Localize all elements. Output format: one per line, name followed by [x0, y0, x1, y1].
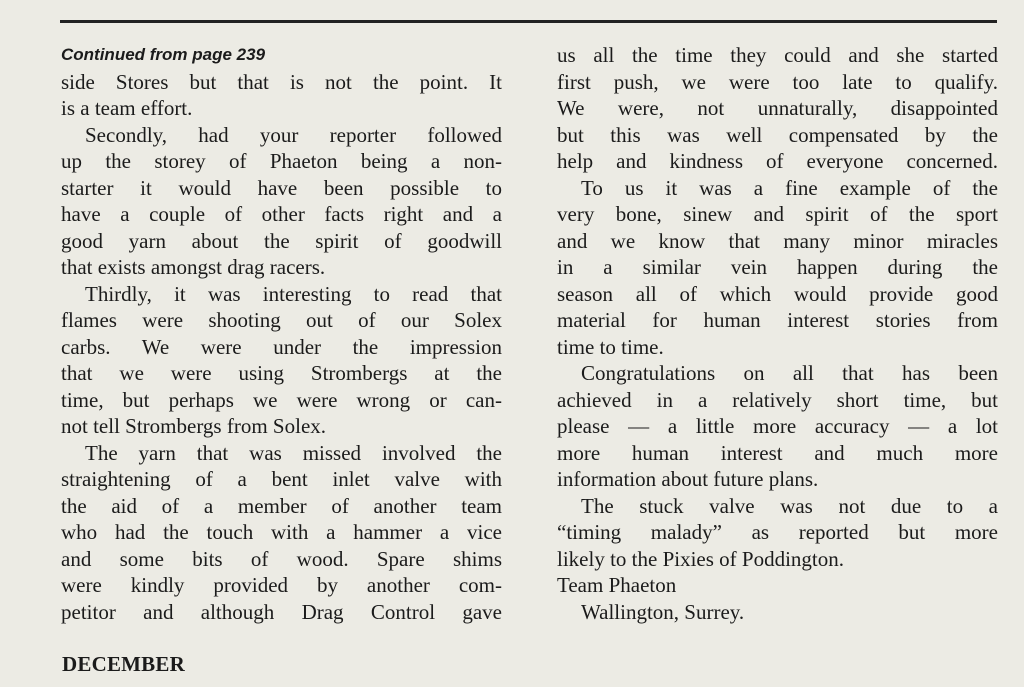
text-line: information about future plans. — [557, 467, 819, 491]
text-line: not tell Strombergs from Solex. — [61, 414, 327, 438]
text-line: season all of which would provide good — [557, 281, 998, 306]
left-column — [61, 42, 502, 625]
text-line: “timing malady” as reported but more — [557, 520, 998, 544]
text-line: and some bits of wood. Spare shims — [61, 546, 502, 571]
text-line: side Stores but that is not the point. It — [61, 69, 502, 94]
signature-team: Team Phaeton — [557, 573, 677, 597]
text-line: help and kindness of everyone concerned. — [557, 149, 998, 173]
text-line: more human interest and much more — [557, 440, 998, 465]
text-line: achieved in a relatively short time, but — [557, 387, 998, 412]
text-line: Congratulations on all that has been — [581, 361, 998, 385]
text-line: carbs. We were under the impression — [61, 334, 502, 359]
header-rule — [60, 20, 997, 23]
text-line: time to time. — [557, 334, 664, 359]
text-line: straightening of a bent inlet valve with — [61, 467, 502, 491]
text-line: The stuck valve was not due to a — [581, 493, 998, 518]
right-column — [557, 42, 998, 625]
footer-month: DECEMBER — [62, 652, 185, 676]
text-line: that exists amongst drag racers. — [61, 255, 326, 279]
signature-location: Wallington, Surrey. — [581, 599, 745, 624]
text-line: us all the time they could and she started — [557, 43, 998, 67]
text-line: time, but perhaps we were wrong or can- — [61, 387, 502, 412]
text-line: but this was well compensated by the — [557, 122, 998, 147]
text-line: and we know that many minor miracles — [557, 228, 998, 253]
continued-from-label: Continued from page 239 — [61, 45, 266, 64]
text-line: petitor and although Drag Control gave — [61, 599, 502, 624]
text-line: in a similar vein happen during the — [557, 255, 998, 279]
text-line: please — a little more accuracy — a lot — [557, 414, 998, 438]
text-line: up the storey of Phaeton being a non- — [61, 149, 502, 173]
text-line: Thirdly, it was interesting to read that — [85, 281, 502, 306]
text-line: very bone, sinew and spirit of the sport — [557, 202, 998, 226]
text-line: We were, not unnaturally, disappointed — [557, 96, 998, 120]
text-line: have a couple of other facts right and a — [61, 202, 502, 226]
text-line: is a team effort. — [61, 96, 193, 120]
text-line: flames were shooting out of our Solex — [61, 308, 502, 332]
text-line: The yarn that was missed involved the — [85, 440, 502, 465]
text-line: To us it was a fine example of the — [581, 175, 998, 200]
text-line: were kindly provided by another com- — [61, 573, 502, 597]
text-line: Secondly, had your reporter followed — [85, 122, 502, 147]
text-line: likely to the Pixies of Poddington. — [557, 546, 844, 571]
text-line: that we were using Strombergs at the — [61, 361, 502, 385]
text-line: the aid of a member of another team — [61, 493, 502, 518]
text-line: material for human interest stories from — [557, 308, 998, 332]
text-line: good yarn about the spirit of goodwill — [61, 228, 502, 253]
text-line: who had the touch with a hammer a vice — [61, 520, 502, 544]
text-line: starter it would have been possible to — [61, 175, 502, 200]
text-line: first push, we were too late to qualify. — [557, 69, 998, 94]
